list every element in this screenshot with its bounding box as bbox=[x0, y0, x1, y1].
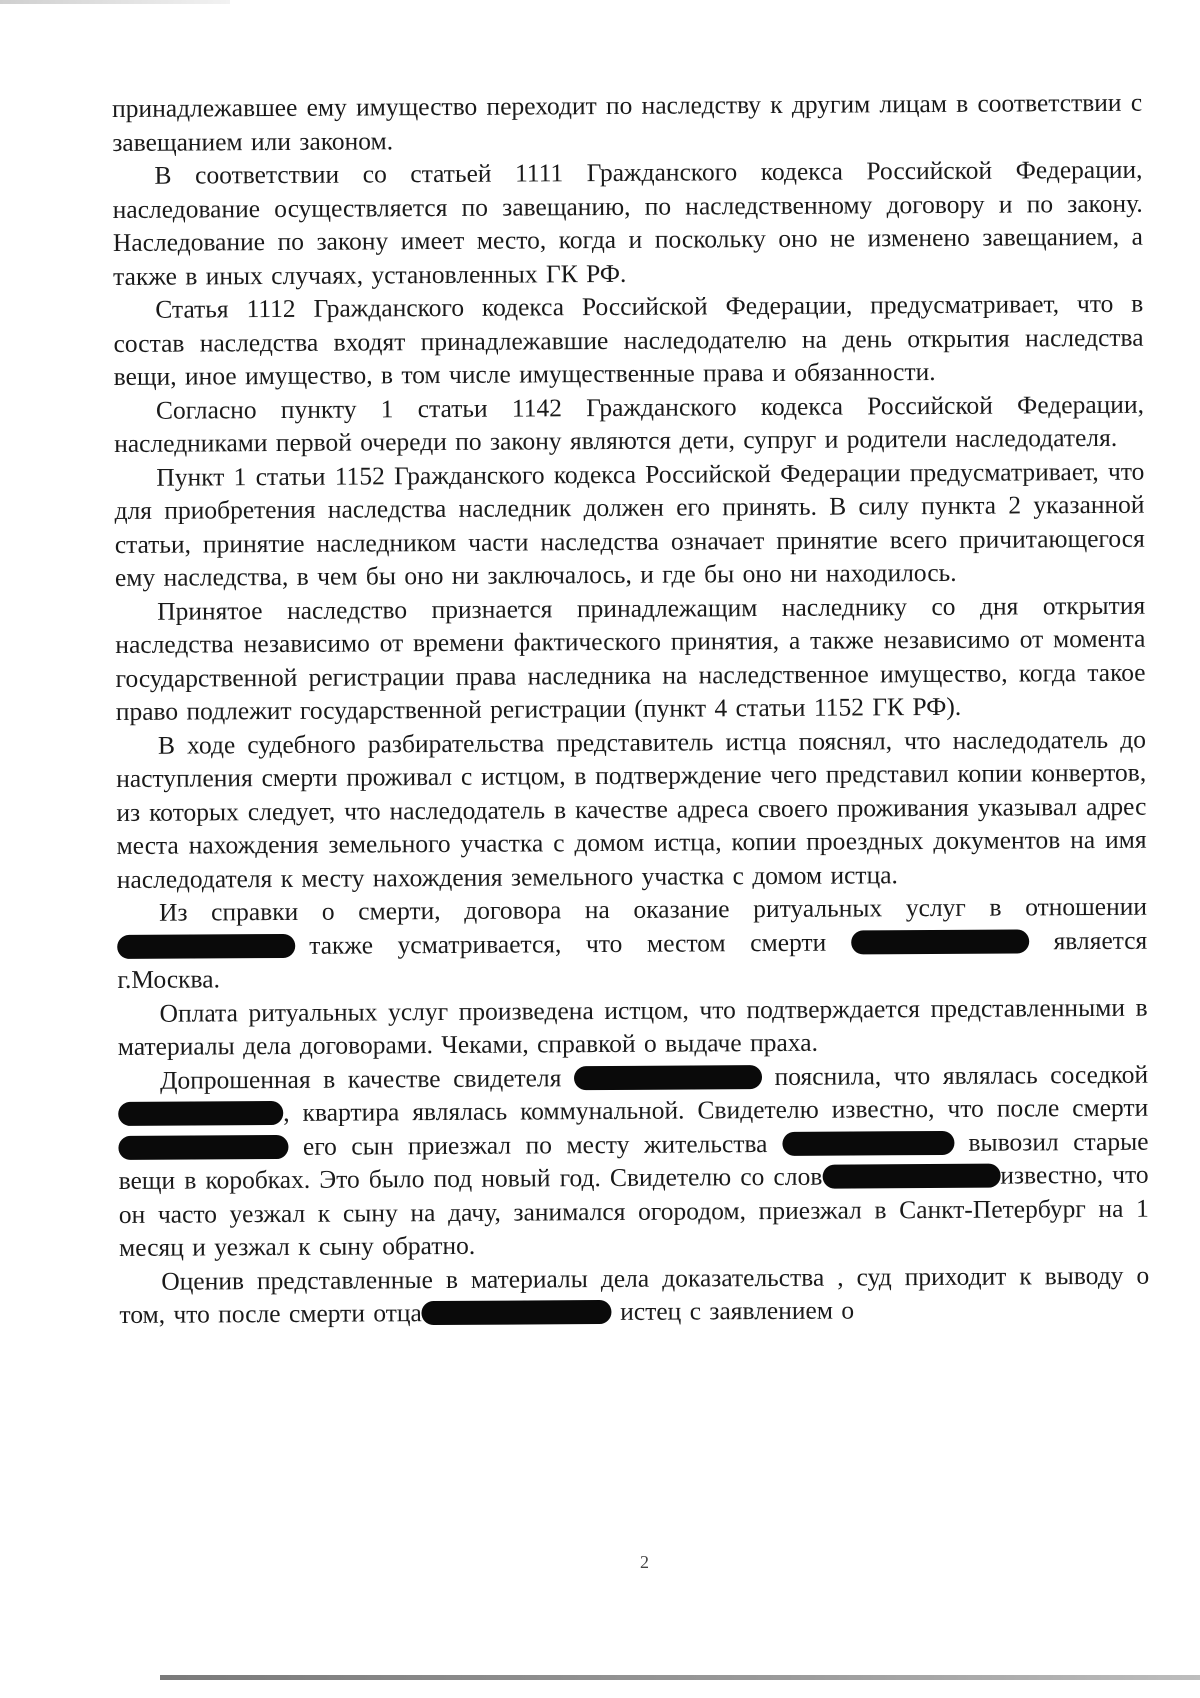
paragraph-article-1142: Согласно пункту 1 статьи 1142 Гражданского кодекса Российской Федерации, наследниками первой очереди по закону являются дети, супруг и родители наследодателя. bbox=[114, 389, 1145, 458]
witness-text-5: вывозил старые вещи в коробках. Это было под новый год. Свидетелю со слов bbox=[118, 1126, 1149, 1195]
redaction-block bbox=[118, 1134, 288, 1159]
redaction-block bbox=[422, 1300, 612, 1325]
witness-text-3: , квартира являлась коммунальной. Свидетелю известно, что после смерти bbox=[283, 1092, 1149, 1127]
death-certificate-text-1: Из справки о смерти, договора на оказание ритуальных услуг в отношении bbox=[158, 891, 1148, 927]
scan-edge-bottom bbox=[160, 1675, 1200, 1680]
paragraph-death-certificate bbox=[117, 890, 1148, 997]
document-page bbox=[112, 86, 1150, 1332]
conclusion-text-2: истец с заявлением о bbox=[620, 1295, 855, 1326]
paragraph-article-1112: Статья 1112 Гражданского кодекса Российской Федерации, предусматривает, что в состав наследства входят принадлежавшие наследодателю на день открытия наследства вещи, иное имущество, в том числе имущественные права и обязанности. bbox=[113, 288, 1144, 391]
witness-text-6: известно, что он часто уезжал к сыну на дачу, занимался огородом, приезжал в Санкт-Петербург на 1 месяц и уезжал к сыну обратно. bbox=[118, 1159, 1149, 1262]
death-certificate-text-3: является г.Москва. bbox=[117, 925, 1148, 994]
redaction-block bbox=[118, 1101, 283, 1126]
redaction-block bbox=[851, 929, 1029, 954]
redaction-block bbox=[574, 1065, 762, 1090]
redaction-block bbox=[822, 1164, 1000, 1189]
page-number: 2 bbox=[640, 1552, 649, 1572]
paragraph-accepted-inheritance: Принятое наследство признается принадлежащим наследнику со дня открытия наследства независимо от времени фактического принятия, а также независимо от момента государственной регистрации права наследника на наследственное имущество, когда такое право подлежит государственной регистрации (пункт 4 статьи 1152 ГК РФ). bbox=[115, 590, 1146, 726]
paragraph-1: принадлежавшее ему имущество переходит по наследству к другим лицам в соответствии с завещанием или законом. bbox=[112, 87, 1143, 157]
paragraph-article-1152: Пункт 1 статьи 1152 Гражданского кодекса Российской Федерации предусматривает, что для приобретения наследства наследник должен его принять. В силу пункта 2 указанной статьи, принятие наследником части наследства означает принятие всего причитающегося ему наследства, в чем бы оно ни заключалось, и где бы оно ни находилось. bbox=[114, 456, 1145, 592]
paragraph-article-1111: В соответствии со статьей 1111 Гражданского кодекса Российской Федерации, наследование осуществляется по завещанию, по наследственному договору и по закону. Наследование по закону имеет место, когда и поскольку оно не изменено завещанием, а также в иных случаях, установленных ГК РФ. bbox=[112, 154, 1143, 291]
paragraph-ritual-payment: Оплата ритуальных услуг произведена истцом, что подтверждается представленными в материалы дела договорами. Чеками, справкой о выдаче праха. bbox=[117, 992, 1148, 1061]
paragraph-court-proceedings: В ходе судебного разбирательства представитель истца пояснял, что наследодатель до наступления смерти проживал с истцом, в подтверждение чего представил копии конвертов, из которых следует, что наследодатель в качестве адреса своего проживания указывал адрес места нахождения земельного участка с домом истца, копии проездных документов на имя наследодателя к месту нахождения земельного участка с домом истца. bbox=[116, 724, 1147, 894]
scan-edge-top bbox=[0, 0, 230, 4]
death-certificate-text-2: также усматривается, что местом смерти bbox=[309, 927, 827, 960]
witness-text-4: его сын приезжал по месту жительства bbox=[302, 1128, 768, 1161]
paragraph-conclusion bbox=[119, 1258, 1149, 1331]
redaction-block bbox=[117, 933, 295, 958]
witness-text-1: Допрошенная в качестве свидетеля bbox=[159, 1062, 562, 1095]
redaction-block bbox=[782, 1130, 954, 1155]
witness-text-2: пояснила, что являлась соседкой bbox=[774, 1059, 1149, 1091]
conclusion-text-1: Оценив представленные в материалы дела доказательства , суд приходит к выводу о том, что после смерти отца bbox=[119, 1260, 1150, 1329]
paragraph-witness bbox=[118, 1057, 1149, 1264]
